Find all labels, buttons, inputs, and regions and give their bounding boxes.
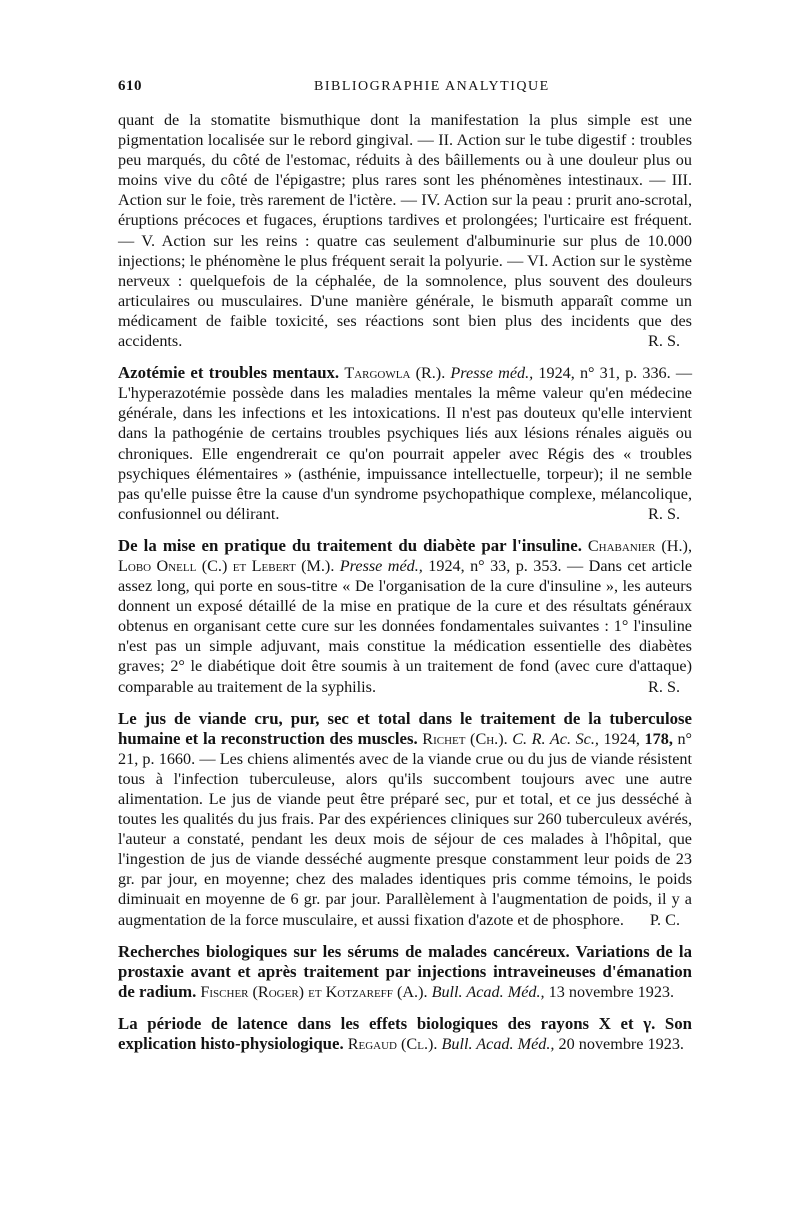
entry-journal: Bull. Acad. Méd., xyxy=(431,982,545,1001)
entry-reference: 13 novembre 1923. xyxy=(548,982,675,1001)
entry-journal: C. R. Ac. Sc., xyxy=(512,729,599,748)
entry-authors: Chabanier (H.), Lobo Onell (C.) et Lebert (M.). xyxy=(118,536,692,575)
entry-sérums-cancéreux xyxy=(118,942,692,1002)
text-column xyxy=(118,110,692,1054)
entry-authors: Targowla (R.). xyxy=(344,364,446,383)
entry-authors: Fischer (Roger) et Kotzareff (A.). xyxy=(200,982,428,1001)
entry-title: La période de latence dans les effets biologiques des rayons X et γ. Son explication histo-physiologique. xyxy=(118,1013,692,1054)
entry-reference-volume: 178, xyxy=(644,729,673,748)
entry-text: — Dans cet article assez long, qui porte en sous-titre « De l'organisation de la cure d'insuline », les auteurs donnent un exposé détaillé de la mise en pratique de la cure et des résultats généraux obtenus en organisant cette cure sur les données fondamentales suivantes : 1° l'insuline n'est pas un simple adjuvant, mais constitue la médication essentielle des diabètes graves; 2° le diabétique doit être soumis à un traitement de fond (avec cure d'attaque) comparable au traitement de la syphilis. xyxy=(118,556,693,696)
entry-text: quant de la stomatite bismuthique dont la manifestation la plus simple est une pigmentation localisée sur le rebord gingival. — II. Action sur le tube digestif : troubles peu marqués, du côté de l'estomac, réduits à des bâillements ou à une douleur plus ou moins vive du côté de l'épigastre; plus rares sont les phénomènes intestinaux. — III. Action sur le foie, très rarement de l'ictère. — IV. Action sur la peau : prurit ano-scrotal, éruptions précoces et fugaces, éruptions tardives et prolongées; l'urticaire est fréquent. — V. Action sur les reins : quatre cas seulement d'albuminurie sur plus de 10.000 injections; le phénomène le plus fréquent serait la polyurie. — VI. Action sur le système nerveux : quelquefois de la céphalée, de la somnolence, plus souvent des douleurs articulaires ou musculaires. D'une manière générale, le bismuth apparaît comme un médicament de faible toxicité, ses réactions sont bien plus des incidents que des accidents. xyxy=(118,111,692,351)
entry-continuation xyxy=(118,110,692,351)
page-number: 610 xyxy=(118,78,142,94)
entry-signature: R. S. xyxy=(648,677,680,696)
running-title: BIBLIOGRAPHIE ANALYTIQUE xyxy=(314,79,550,94)
entry-signature: P. C. xyxy=(649,910,680,929)
entry-text: — Les chiens alimentés avec de la viande crue ou du jus de viande résistent tous à l'infection tuberculeuse, alors qu'ils succombent toujours avec une autre alimentation. Le jus de viande peut être préparé sec, pur et total, et ce jus desséché à toutes les qualités du jus frais. Par des expériences cliniques sur 260 tuberculeux avérés, l'auteur a constaté, pendant les deux mois de séjour de ces malades à l'hôpital, que l'ingestion de jus de viande desséché augmente presque constamment leur poids de 23 gr. par jour, en moyenne; chez des malades identiques pris comme témoins, le poids diminuait en moyenne de 6 gr. par jour. Parallèlement à l'augmentation de poids, il y a augmentation de la force musculaire, et aussi fixation d'azote et de phosphore. xyxy=(118,749,693,929)
entry-journal: Bull. Acad. Méd., xyxy=(441,1035,555,1054)
entry-signature: R. S. xyxy=(648,504,680,523)
entry-reference: 20 novembre 1923. xyxy=(558,1035,684,1054)
entry-reference-year: 1924, xyxy=(603,729,640,748)
entry-reference: 1924, n° 31, p. 336. xyxy=(538,364,671,383)
entry-title: De la mise en pratique du traitement du diabète par l'insuline. xyxy=(118,535,582,555)
page-header xyxy=(118,78,686,102)
entry-azotemie xyxy=(118,363,692,524)
entry-text: — L'hyperazotémie possède dans les maladies mentales la même valeur qu'en médecine générale, dans les infections et les intoxications. Il n'est pas douteux qu'elle intervient dans la pathogénie de certains troubles psychiques liés aux lésions rénales aiguës ou chroniques. Elle engendrerait ce qu'on pourrait appeler avec Régis des « troubles psychiques élémentaires » (asthénie, impuissance intellectuelle, torpeur); il ne semble pas qu'elle puisse être la cause d'un syndrome psychopathique complexe, mélancolique, confusionnel ou délirant. xyxy=(118,364,693,523)
entry-signature: R. S. xyxy=(648,332,680,351)
entry-title: Azotémie et troubles mentaux. xyxy=(118,363,340,383)
entry-jus-de-viande xyxy=(118,709,692,930)
entry-title: Recherches biologiques sur les sérums de malades cancéreux. Variations de la prostaxie avant et après traitement par injections intraveineuses d'émanation de radium. xyxy=(118,941,692,1001)
entry-authors: Regaud (Cl.). xyxy=(347,1035,438,1054)
entry-title: Le jus de viande cru, pur, sec et total dans le traitement de la tuberculose humaine et la reconstruction des muscles. xyxy=(118,708,692,748)
entry-insuline xyxy=(118,536,692,697)
entry-authors: Richet (Ch.). xyxy=(422,729,508,748)
entry-reference: 1924, n° 33, p. 353. xyxy=(428,556,562,575)
entry-journal: Presse méd., xyxy=(450,364,534,383)
entry-journal: Presse méd., xyxy=(339,556,423,575)
entry-reference: n° 21, p. 1660. xyxy=(118,729,693,768)
entry-latence-rayons xyxy=(118,1014,692,1054)
